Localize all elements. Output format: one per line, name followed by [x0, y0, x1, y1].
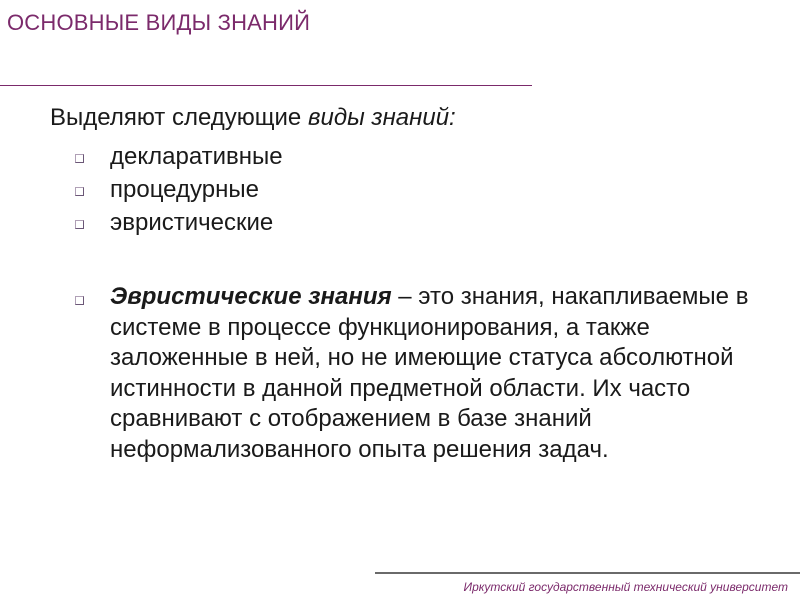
- intro-emphasis: виды знаний:: [307, 104, 456, 131]
- list-item: [50, 140, 283, 173]
- square-bullet-icon: [75, 187, 84, 196]
- definition-text: – это знания, накапливаемые в системе в процессе функционирования, а также заложенные в ней, но не имеющие статуса абсолютной истинности в данной предметной области. Их часто сравнивают с отображением в базе знаний неформализованного опыта решения задач.: [110, 283, 749, 463]
- intro-line: [50, 103, 456, 133]
- list-item-label: эвристические: [110, 209, 274, 236]
- definition-term: Эвристические знания: [110, 283, 392, 310]
- list-item: [50, 173, 283, 206]
- slide-title: ОСНОВНЫЕ ВИДЫ ЗНАНИЙ: [7, 10, 311, 35]
- definition-paragraph: [110, 282, 770, 466]
- square-bullet-icon: [75, 296, 84, 305]
- square-bullet-icon: [75, 154, 84, 163]
- footer-divider: [375, 572, 800, 574]
- list-item-label: процедурные: [110, 176, 259, 203]
- knowledge-kinds-list: [50, 140, 283, 239]
- footer-university: Иркутский государственный технический университет: [463, 580, 788, 594]
- list-item: [50, 206, 283, 239]
- square-bullet-icon: [75, 220, 84, 229]
- intro-text: Выделяют следующие: [50, 104, 308, 131]
- title-divider: [0, 85, 532, 86]
- list-item-label: декларативные: [110, 143, 283, 170]
